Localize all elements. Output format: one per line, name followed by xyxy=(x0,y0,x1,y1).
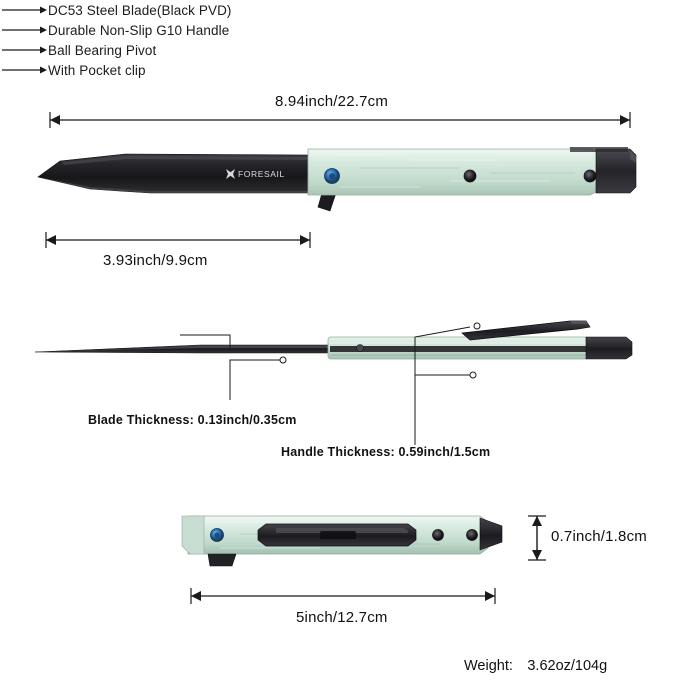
feature-label: With Pocket clip xyxy=(48,62,146,78)
knife-closed-view xyxy=(180,500,510,580)
closed-length-label: 5inch/12.7cm xyxy=(296,609,388,626)
feature-label: DC53 Steel Blade(Black PVD) xyxy=(48,2,232,18)
closed-height-label: 0.7inch/1.8cm xyxy=(551,528,647,545)
feature-list xyxy=(0,0,330,80)
weight-label: Weight: xyxy=(464,658,513,674)
blade-length-arrow xyxy=(38,232,318,248)
body-screw xyxy=(433,530,444,541)
closed-height-arrow xyxy=(528,508,546,568)
rear-screw xyxy=(584,170,596,182)
body-screw xyxy=(464,170,476,182)
overall-length-label: 8.94inch/22.7cm xyxy=(275,93,389,110)
feature-item xyxy=(0,0,330,20)
blade-thickness-label: Blade Thickness: 0.13inch/0.35cm xyxy=(88,413,297,427)
feature-label: Ball Bearing Pivot xyxy=(48,42,157,58)
knife-open-side-view xyxy=(30,135,650,230)
closed-length-arrow xyxy=(183,588,503,604)
handle-thickness-label: Handle Thickness: 0.59inch/1.5cm xyxy=(281,445,491,459)
feature-item xyxy=(0,60,330,80)
arrow-icon xyxy=(0,24,48,36)
weight-row xyxy=(464,657,607,675)
weight-value: 3.62oz/104g xyxy=(527,658,608,674)
arrow-icon xyxy=(0,4,48,16)
knife-open-top-view xyxy=(30,315,650,385)
svg-text:FORESAIL: FORESAIL xyxy=(238,169,285,179)
blade-length-label: 3.93inch/9.9cm xyxy=(103,252,208,269)
rear-screw xyxy=(467,530,478,541)
feature-label: Durable Non-Slip G10 Handle xyxy=(48,22,230,38)
overall-length-arrow xyxy=(40,112,640,128)
arrow-icon xyxy=(0,44,48,56)
feature-item xyxy=(0,20,330,40)
feature-item xyxy=(0,40,330,60)
arrow-icon xyxy=(0,64,48,76)
